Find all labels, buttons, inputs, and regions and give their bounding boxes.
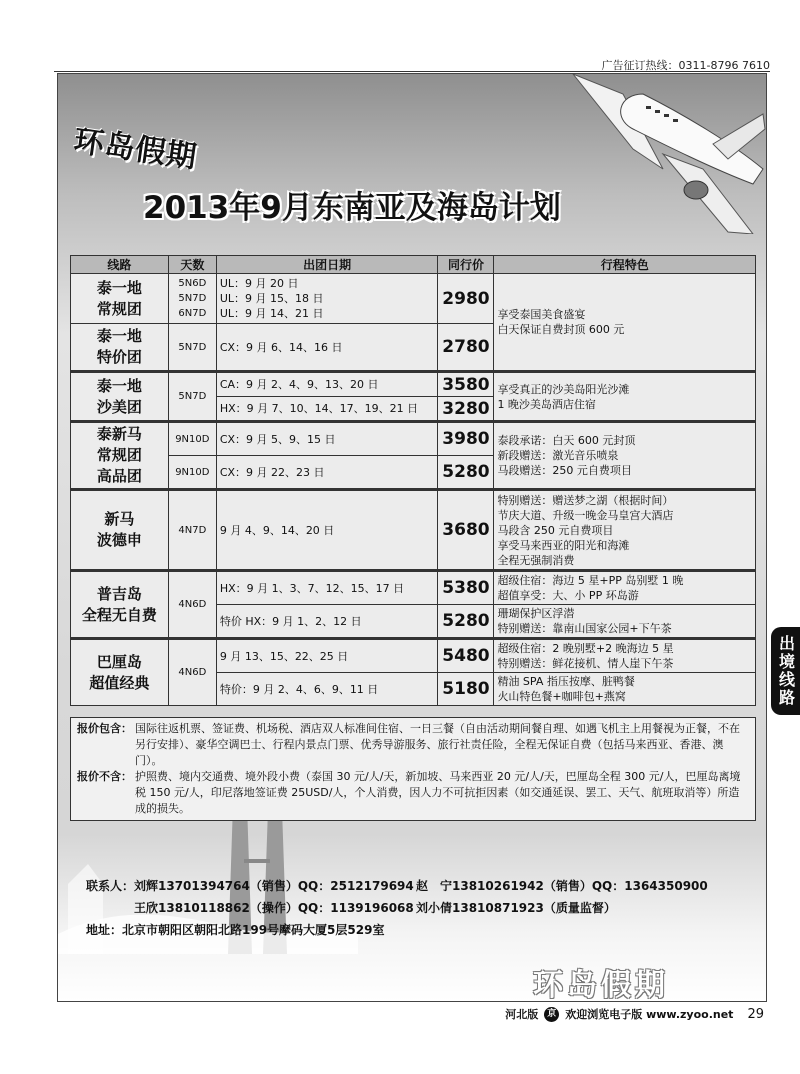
- table-row: [71, 490, 756, 571]
- include-label: 报价包含：: [77, 722, 132, 735]
- page-footer: [505, 1006, 764, 1022]
- table-row: [71, 422, 756, 456]
- header-rule: [54, 71, 770, 72]
- route-name: 巴厘岛 超值经典: [71, 639, 169, 706]
- route-name: 泰一地 特价团: [71, 324, 169, 372]
- route-features: 超级住宿：海边 5 星+PP 岛别墅 1 晚 超值享受：大、小 PP 环岛游: [494, 571, 756, 605]
- trade-price: 3680: [438, 490, 494, 571]
- contact-wang-xin: 王欣13810118862（操作）QQ：1139196068: [134, 901, 414, 915]
- trip-days: 4N6D: [168, 571, 216, 639]
- contact-address: 地址：北京市朝阳区朝阳北路199号摩码大厦5层529室: [86, 923, 385, 937]
- route-name: 泰新马 常规团 高品团: [71, 422, 169, 490]
- ad-frame: [57, 73, 767, 1002]
- trade-price: 5280: [438, 456, 494, 490]
- contact-liu-hui: 联系人：刘辉13701394764（销售）QQ：2512179694: [86, 879, 414, 893]
- route-name: 普吉岛 全程无自费: [71, 571, 169, 639]
- table-header-row: [71, 256, 756, 274]
- trade-price: 5380: [438, 571, 494, 605]
- page-number: 29: [747, 1006, 764, 1022]
- trip-days: 9N10D: [168, 422, 216, 456]
- brand-logo: 环岛假期: [71, 123, 200, 176]
- page-title: 2013年9月东南亚及海岛计划: [143, 190, 561, 226]
- footer-text: 欢迎浏览电子版 www.zyoo.net: [565, 1008, 734, 1021]
- col-header-price: 同行价: [438, 256, 494, 274]
- departure-dates: CX：9 月 6、14、16 日: [216, 324, 438, 372]
- trade-price: 5480: [438, 639, 494, 673]
- departure-dates: 特价 HX：9 月 1、2、12 日: [216, 605, 438, 639]
- section-tab: [771, 627, 800, 715]
- contact-zhao-ning: 赵 宁13810261942（销售）QQ：1364350900: [416, 879, 708, 893]
- exclude-text: 护照费、境内交通费、境外段小费（泰国 30 元/人/天，新加坡、马来西亚 20 元/人/天，巴厘岛全程 300 元/人，巴厘岛离境税 150 元/人，印尼落地签证费 25USD/人，个人消费，因人力不可抗拒因素（如交通延误、罢工、天气、航班取消等）所造成的损失。: [135, 770, 741, 815]
- footer-edition: 河北版: [505, 1008, 539, 1021]
- route-features: 泰段承诺：白天 600 元封顶 新段赠送：激光音乐喷泉 马段赠送：250 元自费项目: [494, 422, 756, 490]
- route-features: 珊瑚保护区浮潜 特别赠送：靠南山国家公园+下午茶: [494, 605, 756, 639]
- footer-badge: 京: [544, 1007, 559, 1022]
- schedule-table: [70, 255, 756, 706]
- route-name: 新马 波德申: [71, 490, 169, 571]
- price-notes: [70, 717, 756, 821]
- trip-days: 5N6D 5N7D 6N7D: [168, 274, 216, 324]
- trade-price: 3280: [438, 397, 494, 422]
- route-features: 享受真正的沙美岛阳光沙滩 1 晚沙美岛酒店住宿: [494, 372, 756, 422]
- ad-hotline: 广告征订热线：0311-8796 7610: [601, 59, 770, 72]
- departure-dates: UL：9 月 20 日 UL：9 月 15、18 日 UL：9 月 14、21 日: [216, 274, 438, 324]
- col-header-days: 天数: [168, 256, 216, 274]
- route-features: 享受泰国美食盛宴 白天保证自费封顶 600 元: [494, 274, 756, 372]
- trade-price: 3580: [438, 372, 494, 397]
- col-header-features: 行程特色: [494, 256, 756, 274]
- trade-price: 5180: [438, 673, 494, 706]
- route-name: 泰一地 常规团: [71, 274, 169, 324]
- route-features: 特别赠送：赠送梦之湖（根据时间） 节庆大道、升级一晚金马皇宫大酒店 马段含 250 元自费项目 享受马来西亚的阳光和海滩 全程无强制消费: [494, 490, 756, 571]
- departure-dates: CX：9 月 22、23 日: [216, 456, 438, 490]
- trade-price: 2780: [438, 324, 494, 372]
- col-header-route: 线路: [71, 256, 169, 274]
- exclude-label: 报价不含：: [77, 770, 132, 783]
- col-header-dates: 出团日期: [216, 256, 438, 274]
- route-features: 超级住宿：2 晚别墅+2 晚海边 5 星 特别赠送：鲜花接机、情人崖下午茶: [494, 639, 756, 673]
- departure-dates: 9 月 4、9、14、20 日: [216, 490, 438, 571]
- departure-dates: CX：9 月 5、9、15 日: [216, 422, 438, 456]
- departure-dates: HX：9 月 7、10、14、17、19、21 日: [216, 397, 438, 422]
- departure-dates: 特价：9 月 2、4、6、9、11 日: [216, 673, 438, 706]
- route-features: 精油 SPA 指压按摩、脏鸭餐 火山特色餐+咖啡包+燕窝: [494, 673, 756, 706]
- route-name: 泰一地 沙美团: [71, 372, 169, 422]
- departure-dates: HX：9 月 1、3、7、12、15、17 日: [216, 571, 438, 605]
- trip-days: 5N7D: [168, 324, 216, 372]
- departure-dates: 9 月 13、15、22、25 日: [216, 639, 438, 673]
- departure-dates: CA：9 月 2、4、9、13、20 日: [216, 372, 438, 397]
- trade-price: 3980: [438, 422, 494, 456]
- trade-price: 5280: [438, 605, 494, 639]
- section-tab-label: 出境线路: [776, 635, 796, 707]
- trade-price: 2980: [438, 274, 494, 324]
- include-text: 国际往返机票、签证费、机场税、酒店双人标准间住宿、一日三餐（自由活动期间餐自理、如遇飞机主上用餐視为正餐，不在另行安排）、豪华空调巴士、行程内景点门票、优秀导游服务、旅行社责任险，全程无保证自费（包括马来西亚、香港、澳门）。: [135, 722, 740, 767]
- table-row: [71, 639, 756, 673]
- table-row: [71, 571, 756, 605]
- trip-days: 5N7D: [168, 372, 216, 422]
- trip-days: 4N6D: [168, 639, 216, 706]
- table-row: [71, 274, 756, 324]
- brand-watermark: 环岛假期: [533, 968, 669, 1002]
- table-row: [71, 372, 756, 397]
- trip-days: 9N10D: [168, 456, 216, 490]
- contact-liu-xiaoqian: 刘小倩13810871923（质量监督）: [416, 901, 616, 915]
- trip-days: 4N7D: [168, 490, 216, 571]
